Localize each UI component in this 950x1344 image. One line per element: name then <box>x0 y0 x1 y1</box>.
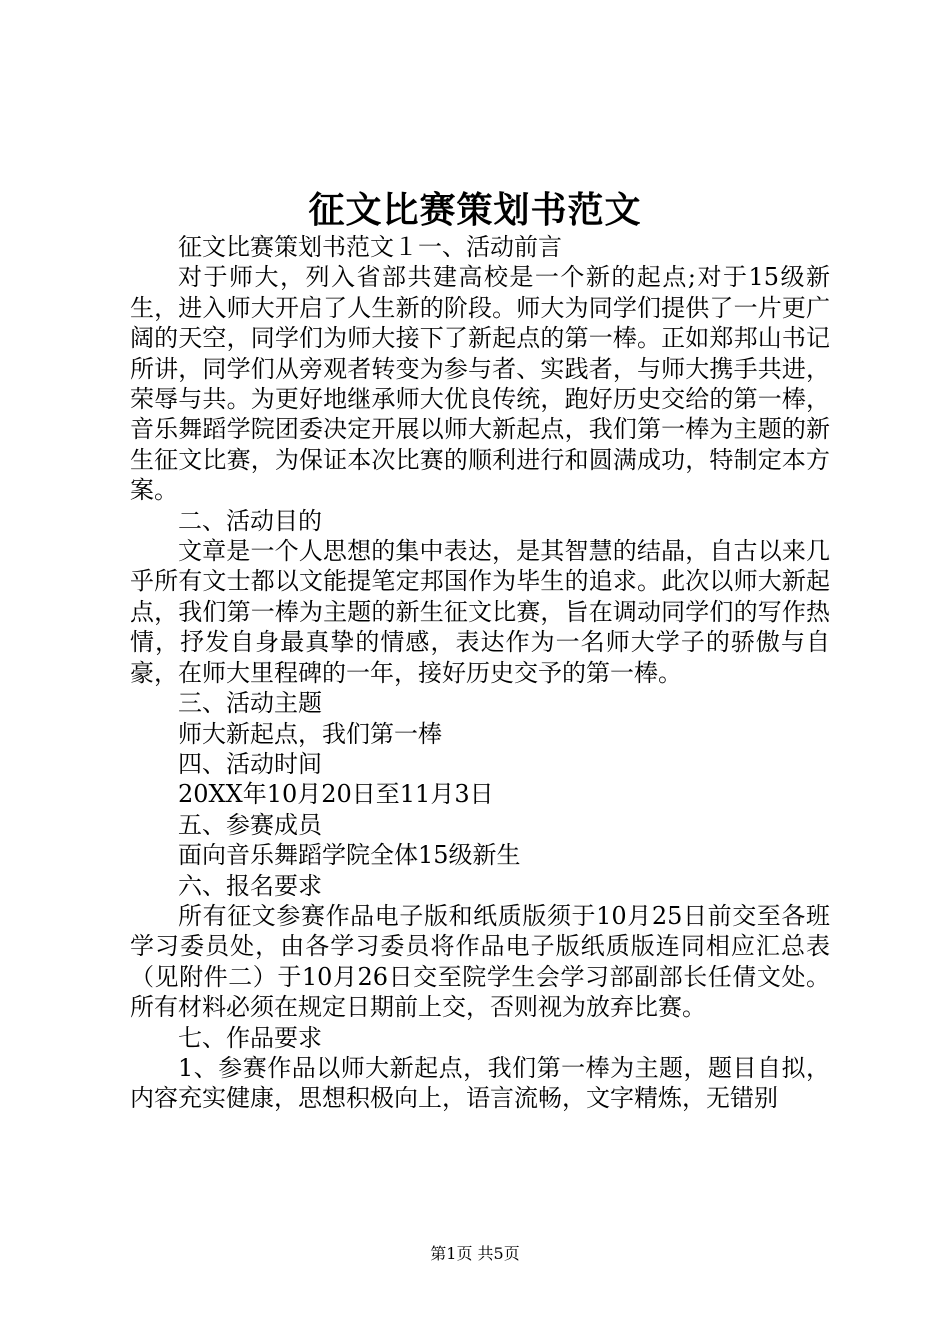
paragraph-intro-heading: 征文比赛策划书范文１一、活动前言 <box>178 233 562 261</box>
paragraph-registration: 所有征文参赛作品电子版和纸质版须于10月25日前交至各班学习委员处，由各学习委员将作品电子版纸质版连同相应汇总表（见附件二）于10月26日交至院学生会学习部副部长任倩文处。所有材料必须在规定日期前上交，否则视为放弃比赛。 <box>130 901 830 1022</box>
paragraph-participants: 面向音乐舞蹈学院全体15级新生 <box>178 841 521 870</box>
section-heading-participants: 五、参赛成员 <box>178 810 322 839</box>
document-body <box>130 232 830 1114</box>
paragraph-requirement-1: 1、参赛作品以师大新起点，我们第一棒为主题，题目自拟，内容充实健康，思想积极向上，语言流畅，文字精炼，无错别 <box>130 1053 830 1113</box>
section-heading-time: 四、活动时间 <box>178 749 322 778</box>
section-heading-purpose: 二、活动目的 <box>178 506 322 535</box>
paragraph-purpose: 文章是一个人思想的集中表达，是其智慧的结晶，自古以来几乎所有文士都以文能提笔定邦国作为毕生的追求。此次以师大新起点，我们第一棒为主题的新生征文比赛，旨在调动同学们的写作热情，抒发自身最真挚的情感，表达作为一名师大学子的骄傲与自豪，在师大里程碑的一年，接好历史交予的第一棒。 <box>130 537 830 687</box>
section-heading-theme: 三、活动主题 <box>178 689 322 718</box>
document-title: 征文比赛策划书范文 <box>308 189 642 231</box>
paragraph-time: 20XX年10月20日至11月3日 <box>178 780 494 809</box>
section-heading-registration: 六、报名要求 <box>178 871 322 900</box>
section-heading-requirements: 七、作品要求 <box>178 1023 322 1052</box>
paragraph-theme: 师大新起点，我们第一棒 <box>178 719 442 748</box>
paragraph-preface: 对于师大，列入省部共建高校是一个新的起点;对于15级新生，进入师大开启了人生新的阶段。师大为同学们提供了一片更广阔的天空，同学们为师大接下了新起点的第一棒。正如郑邦山书记所讲，同学们从旁观者转变为参与者、实践者，与师大携手共进，荣辱与共。为更好地继承师大优良传统，跑好历史交给的第一棒，音乐舞蹈学院团委决定开展以师大新起点，我们第一棒为主题的新生征文比赛，为保证本次比赛的顺利进行和圆满成功，特制定本方案。 <box>130 263 830 505</box>
page-footer: 第1页 共5页 <box>430 1244 520 1263</box>
